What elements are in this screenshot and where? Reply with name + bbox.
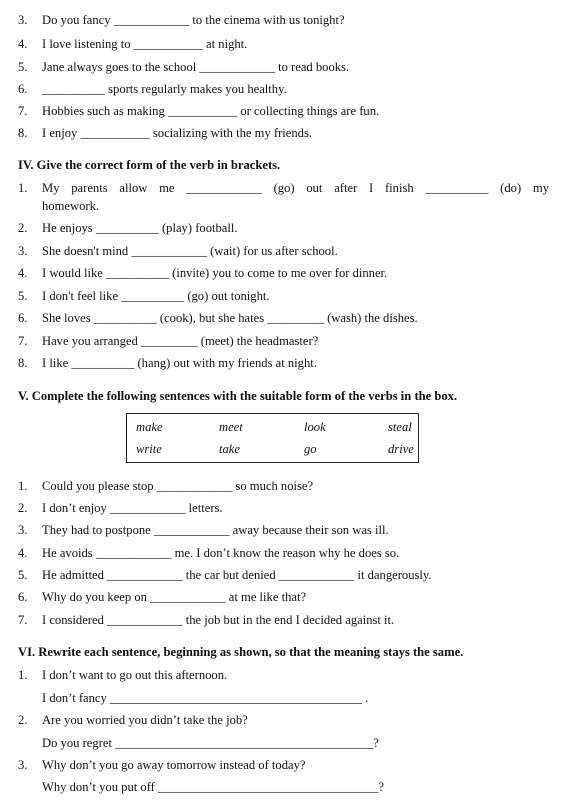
item-text: He admitted ____________ the car but denied ____________ it dangerously. <box>42 568 432 582</box>
item-number: 6. <box>18 311 28 325</box>
item-text: They had to postpone ____________ away because their son was ill. <box>42 523 389 537</box>
item-number: 2. <box>18 221 28 235</box>
item-number: 1. <box>18 479 28 493</box>
item-text: My parents allow me ____________ (go) out after I finish __________ (do) my <box>42 181 549 195</box>
item-text: I would like __________ (invite) you to come to me over for dinner. <box>42 266 388 280</box>
item-text: I enjoy ___________ socializing with the my friends. <box>42 126 313 140</box>
item-text: He avoids ____________ me. I don’t know the reason why he does so. <box>42 546 400 560</box>
item-number: 2. <box>18 713 28 727</box>
item-text: Have you arranged _________ (meet) the headmaster? <box>42 334 319 348</box>
item-number: 2. <box>18 501 28 515</box>
section-heading: VI. Rewrite each sentence, beginning as shown, so that the meaning stays the same. <box>18 645 464 659</box>
item-number: 3. <box>18 244 28 258</box>
item-question: I don’t want to go out this afternoon. <box>42 668 228 682</box>
box-word: steal <box>388 420 412 434</box>
item-answer-line: Why don’t you put off ___________________________________? <box>42 780 384 794</box>
item-number: 7. <box>18 334 28 348</box>
item-number: 8. <box>18 356 28 370</box>
item-number: 3. <box>18 13 28 27</box>
item-number: 5. <box>18 289 28 303</box>
item-text: __________ sports regularly makes you healthy. <box>42 82 287 96</box>
item-text: I don’t enjoy ____________ letters. <box>42 501 223 515</box>
word-box <box>126 413 419 463</box>
item-text: I love listening to ___________ at night. <box>42 37 248 51</box>
box-word: take <box>219 442 240 456</box>
box-word: look <box>304 420 326 434</box>
item-number: 7. <box>18 613 28 627</box>
item-text: Jane always goes to the school ____________ to read books. <box>42 60 350 74</box>
item-text: She loves __________ (cook), but she hates _________ (wash) the dishes. <box>42 311 418 325</box>
section-heading: V. Complete the following sentences with the suitable form of the verbs in the box. <box>18 389 458 403</box>
item-number: 3. <box>18 758 28 772</box>
box-word: make <box>136 420 163 434</box>
item-number: 5. <box>18 568 28 582</box>
item-text: She doesn't mind ____________ (wait) for us after school. <box>42 244 338 258</box>
section-heading: IV. Give the correct form of the verb in brackets. <box>18 158 281 172</box>
item-text: I considered ____________ the job but in the end I decided against it. <box>42 613 395 627</box>
item-text: He enjoys __________ (play) football. <box>42 221 238 235</box>
item-text: Why do you keep on ____________ at me like that? <box>42 590 307 604</box>
item-text: Do you fancy ____________ to the cinema with us tonight? <box>42 13 345 27</box>
item-text: Could you please stop ____________ so much noise? <box>42 479 314 493</box>
item-number: 6. <box>18 82 28 96</box>
item-number: 8. <box>18 126 28 140</box>
item-number: 1. <box>18 668 28 682</box>
box-word: write <box>136 442 162 456</box>
item-number: 6. <box>18 590 28 604</box>
box-word: drive <box>388 442 414 456</box>
item-number: 3. <box>18 523 28 537</box>
item-answer-line: I don’t fancy ________________________________________ . <box>42 691 369 705</box>
item-question: Are you worried you didn’t take the job? <box>42 713 248 727</box>
box-word: go <box>304 442 317 456</box>
item-text: I like __________ (hang) out with my friends at night. <box>42 356 317 370</box>
box-word: meet <box>219 420 243 434</box>
item-number: 7. <box>18 104 28 118</box>
item-text: Hobbies such as making ___________ or collecting things are fun. <box>42 104 380 118</box>
item-number: 1. <box>18 181 28 195</box>
item-number: 4. <box>18 266 28 280</box>
item-number: 4. <box>18 37 28 51</box>
item-text: homework. <box>42 199 100 213</box>
item-text: I don't feel like __________ (go) out tonight. <box>42 289 270 303</box>
item-number: 4. <box>18 546 28 560</box>
item-answer-line: Do you regret _________________________________________? <box>42 736 379 750</box>
item-question: Why don’t you go away tomorrow instead of today? <box>42 758 306 772</box>
item-number: 5. <box>18 60 28 74</box>
